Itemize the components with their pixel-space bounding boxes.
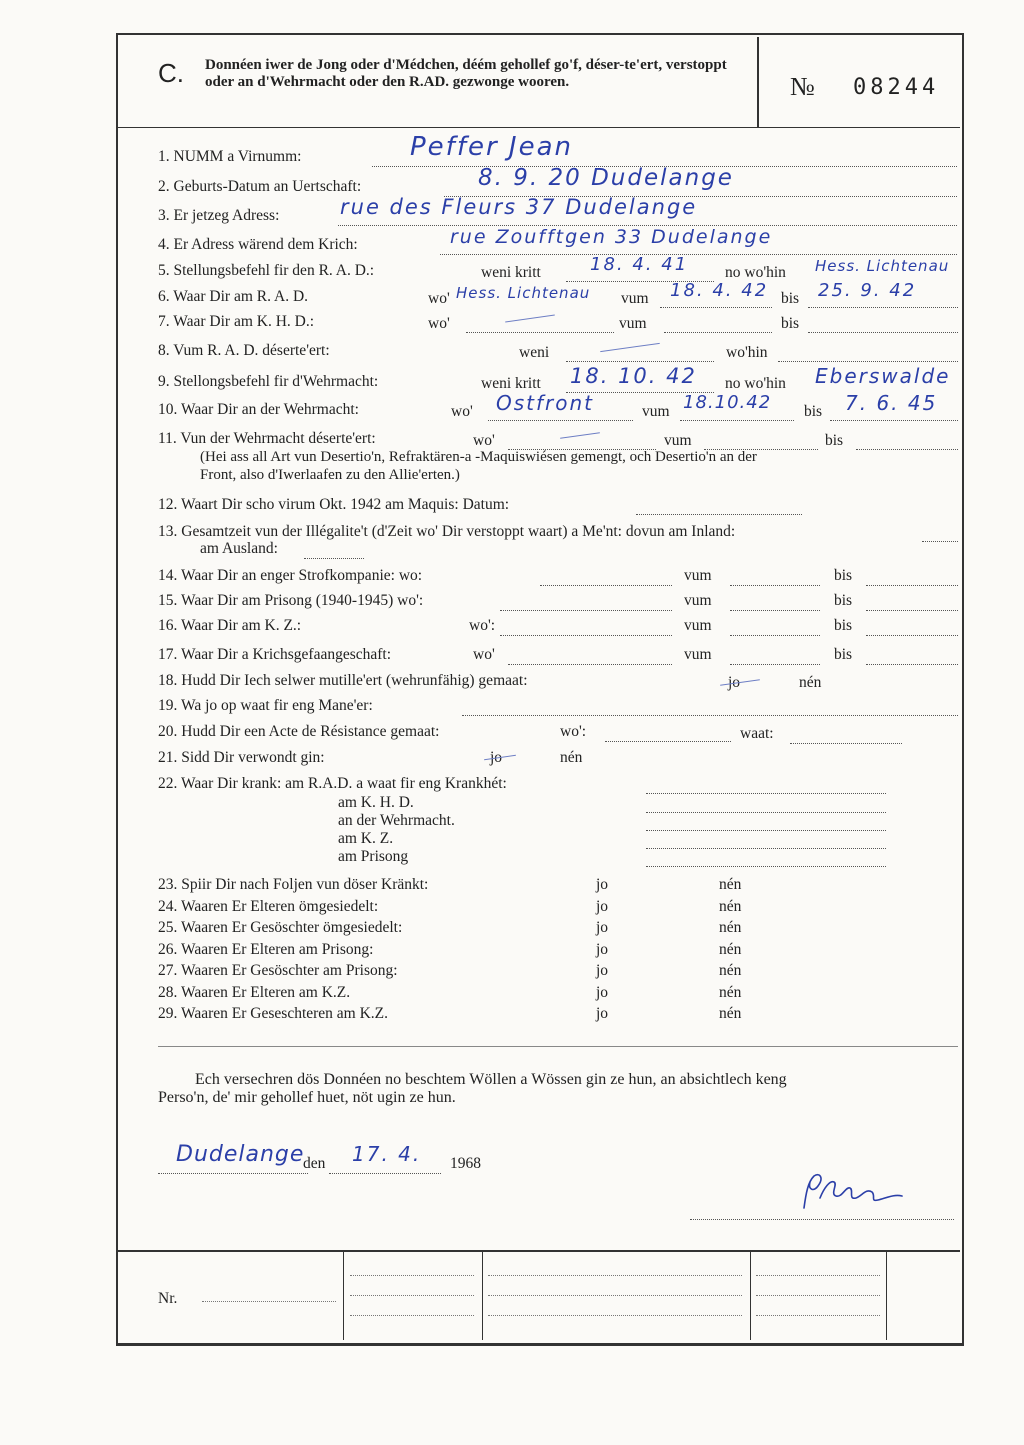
field-15-wo-line[interactable] — [500, 595, 672, 611]
field-21: 21. Sidd Dir verwondt gin: — [158, 749, 325, 766]
field-2: 2. Geburts-Datum an Uertschaft: — [158, 178, 362, 195]
field-16: 16. Waar Dir am K. Z.: — [158, 617, 302, 634]
field-10-bis: bis — [804, 403, 823, 420]
number-label: № — [790, 72, 815, 101]
field-6-vum-value: 18. 4. 42 — [670, 280, 769, 301]
field-21-nen[interactable]: nén — [560, 749, 583, 766]
field-11-wo-line[interactable] — [508, 434, 656, 450]
field-11-vum-line[interactable] — [704, 434, 818, 450]
field-11: 11. Vun der Wehrmacht déserte'ert: — [158, 430, 376, 447]
field-17: 17. Waar Dir a Krichsgefaangeschaft: — [158, 646, 392, 663]
field-19: 19. Wa jo op waat fir eng Mane'er: — [158, 697, 373, 714]
field-4-value: rue Zoufftgen 33 Dudelange — [450, 226, 773, 248]
field-7: 7. Waar Dir am K. H. D.: — [158, 313, 315, 330]
footer-col-divider-1 — [343, 1252, 344, 1340]
field-16-vum: vum — [684, 617, 712, 634]
field-25: 25. Waaren Er Gesöschter ömgesiedelt: — [158, 919, 403, 936]
field-13: 13. Gesamtzeit vun der Illégalite't (d'Zeit wo' Dir verstoppt waart) a Me'nt: dovun am Inland: — [158, 523, 736, 540]
place-value: Dudelange — [176, 1142, 305, 1167]
field-14-wo-line[interactable] — [540, 570, 672, 586]
footer-nr-label: Nr. — [158, 1290, 178, 1307]
field-6-bis: bis — [781, 290, 800, 307]
field-7-wo-line[interactable] — [466, 317, 614, 333]
field-9-wohin: no wo'hin — [725, 375, 786, 392]
field-13-inland-line[interactable] — [922, 526, 958, 542]
signature-mark — [790, 1168, 908, 1218]
field-16-bis-line[interactable] — [866, 620, 958, 636]
year-label: 1968 — [450, 1155, 481, 1172]
field-12-line[interactable] — [636, 499, 802, 515]
field-7-wo: wo' — [428, 315, 450, 332]
field-24-nen[interactable]: nén — [719, 898, 742, 915]
field-22-sub-4: am Prisong — [338, 848, 409, 865]
field-5-weni: weni kritt — [481, 264, 541, 281]
field-6-wo-value: Hess. Lichtenau — [456, 284, 591, 302]
field-10: 10. Waar Dir an der Wehrmacht: — [158, 401, 359, 418]
field-23: 23. Spiir Dir nach Foljen vun döser Kränkt: — [158, 876, 429, 893]
field-29-jo[interactable]: jo — [596, 1005, 609, 1022]
field-28-jo[interactable]: jo — [596, 984, 609, 1001]
field-11-wo: wo' — [473, 432, 495, 449]
field-9-weni: weni kritt — [481, 375, 541, 392]
declaration-line-1: Ech versechren dös Donnéen no beschtem Wöllen a Wössen gin ze hun, an absichtlech keng — [195, 1071, 787, 1088]
footer-cell-line[interactable] — [350, 1274, 474, 1276]
field-14: 14. Waar Dir an enger Strofkompanie: wo: — [158, 567, 423, 584]
field-8: 8. Vum R. A. D. déserte'ert: — [158, 342, 330, 359]
field-25-nen[interactable]: nén — [719, 919, 742, 936]
field-22-line-2[interactable] — [646, 815, 886, 831]
field-14-bis-line[interactable] — [866, 570, 958, 586]
field-6: 6. Waar Dir am R. A. D. — [158, 288, 309, 305]
field-8-weni-line[interactable] — [566, 346, 714, 362]
field-24: 24. Waaren Er Elteren ömgesiedelt: — [158, 898, 379, 915]
field-6-wo: wo' — [428, 290, 450, 307]
field-4: 4. Er Adress wärend dem Krich: — [158, 236, 358, 253]
field-5-wohin: no wo'hin — [725, 264, 786, 281]
field-22-sub-2: an der Wehrmacht. — [338, 812, 455, 829]
field-22-line-4[interactable] — [646, 851, 886, 867]
field-17-vum-line[interactable] — [730, 649, 820, 665]
field-3: 3. Er jetzeg Adress: — [158, 207, 280, 224]
declaration-line-2: Perso'n, de' mir gehollef huet, nöt ugin ze hun. — [158, 1089, 456, 1106]
form-title: Donnéen iwer de Jong oder d'Médchen, déém gehollef go'f, déser-te'ert, verstoppt oder an d'Wehrmacht oder den R.AD. gezwonge wooren. — [205, 57, 727, 90]
field-17-bis: bis — [834, 646, 853, 663]
field-22-sub-1: am K. H. D. — [338, 794, 414, 811]
field-16-wo: wo': — [469, 617, 496, 634]
footer-col-divider-3 — [750, 1252, 751, 1340]
field-16-bis: bis — [834, 617, 853, 634]
footer-cell-line[interactable] — [350, 1314, 474, 1316]
field-19-line[interactable] — [462, 700, 958, 716]
field-5-wohin-value: Hess. Lichtenau — [815, 257, 950, 275]
field-1-value: Peffer Jean — [410, 132, 574, 162]
field-17-wo: wo' — [473, 646, 495, 663]
field-13-ausland-line[interactable] — [304, 543, 364, 559]
field-10-vum-value: 18.10.42 — [683, 392, 772, 413]
field-6-vum: vum — [621, 290, 649, 307]
field-29-nen[interactable]: nén — [719, 1005, 742, 1022]
field-15: 15. Waar Dir am Prisong (1940-1945) wo': — [158, 592, 424, 609]
field-20: 20. Hudd Dir een Acte de Résistance gemaat: — [158, 723, 440, 740]
field-3-value: rue des Fleurs 37 Dudelange — [340, 195, 698, 219]
field-8-weni: weni — [519, 344, 550, 361]
field-5-weni-value: 18. 4. 41 — [590, 254, 689, 275]
field-13-ausland: am Ausland: — [200, 540, 278, 557]
field-26-jo[interactable]: jo — [596, 941, 609, 958]
field-17-bis-line[interactable] — [866, 649, 958, 665]
field-2-value: 8. 9. 20 Dudelange — [478, 165, 734, 191]
footer-cell-line[interactable] — [756, 1294, 880, 1296]
field-22-sub-3: am K. Z. — [338, 830, 394, 847]
footer-cell-line[interactable] — [350, 1294, 474, 1296]
field-10-vum: vum — [642, 403, 670, 420]
field-23-jo[interactable]: jo — [596, 876, 609, 893]
field-22-line-1[interactable] — [646, 797, 886, 813]
field-20-wo: wo': — [560, 723, 587, 740]
field-5: 5. Stellungsbefehl fir den R. A. D.: — [158, 262, 375, 279]
field-26-nen[interactable]: nén — [719, 941, 742, 958]
field-10-wo-value: Ostfront — [496, 391, 595, 415]
field-29: 29. Waaren Er Geseschteren am K.Z. — [158, 1005, 389, 1022]
field-10-wo: wo' — [451, 403, 473, 420]
declaration-rule — [158, 1046, 958, 1047]
field-11-note-1: (Hei ass all Art vun Desertio'n, Refraktären-a -Maquiswiésen gemengt, och Desertio'n an der — [200, 449, 757, 465]
field-11-vum: vum — [664, 432, 692, 449]
footer-cell-line[interactable] — [488, 1294, 742, 1296]
field-9-weni-value: 18. 10. 42 — [570, 364, 697, 388]
footer-table — [118, 1250, 960, 1342]
footer-cell-line[interactable] — [488, 1314, 742, 1316]
footer-col-divider-2 — [482, 1252, 483, 1340]
field-25-jo[interactable]: jo — [596, 919, 609, 936]
field-6-bis-value: 25. 9. 42 — [818, 280, 917, 301]
footer-nr-line[interactable] — [202, 1300, 336, 1302]
field-15-vum-line[interactable] — [730, 595, 820, 611]
field-7-vum: vum — [619, 315, 647, 332]
field-7-bis-line[interactable] — [808, 317, 958, 333]
field-1: 1. NUMM a Virnumm: — [158, 148, 302, 165]
field-15-bis-line[interactable] — [866, 595, 958, 611]
field-22-line-0[interactable] — [646, 778, 886, 794]
field-7-bis: bis — [781, 315, 800, 332]
field-27-jo[interactable]: jo — [596, 962, 609, 979]
field-16-vum-line[interactable] — [730, 620, 820, 636]
field-23-nen[interactable]: nén — [719, 876, 742, 893]
footer-cell-line[interactable] — [488, 1274, 742, 1276]
field-11-bis-line[interactable] — [856, 434, 958, 450]
field-17-vum: vum — [684, 646, 712, 663]
field-9: 9. Stellongsbefehl fir d'Wehrmacht: — [158, 373, 379, 390]
field-28: 28. Waaren Er Elteren am K.Z. — [158, 984, 351, 1001]
field-28-nen[interactable]: nén — [719, 984, 742, 1001]
field-22-line-3[interactable] — [646, 833, 886, 849]
footer-cell-line[interactable] — [756, 1274, 880, 1276]
field-14-bis: bis — [834, 567, 853, 584]
field-17-wo-line[interactable] — [508, 649, 672, 665]
field-8-wohin: wo'hin — [726, 344, 768, 361]
field-11-bis: bis — [825, 432, 844, 449]
field-20-waat-line[interactable] — [790, 728, 902, 744]
field-20-wo-line[interactable] — [605, 726, 731, 742]
field-15-vum: vum — [684, 592, 712, 609]
field-7-vum-line[interactable] — [664, 317, 772, 333]
field-27: 27. Waaren Er Gesöschter am Prisong: — [158, 962, 398, 979]
field-18: 18. Hudd Dir Iech selwer mutille'ert (wehrunfähig) gemaat: — [158, 672, 528, 689]
field-16-wo-line[interactable] — [500, 620, 672, 636]
field-24-jo[interactable]: jo — [596, 898, 609, 915]
field-9-wohin-value: Eberswalde — [815, 364, 951, 388]
form-number: 08244 — [853, 75, 940, 100]
den-label: den — [303, 1155, 326, 1172]
field-20-waat: waat: — [740, 725, 774, 742]
field-14-vum-line[interactable] — [730, 570, 820, 586]
field-8-wohin-line[interactable] — [778, 346, 958, 362]
field-14-vum: vum — [684, 567, 712, 584]
field-27-nen[interactable]: nén — [719, 962, 742, 979]
footer-cell-line[interactable] — [756, 1314, 880, 1316]
field-26: 26. Waaren Er Elteren am Prisong: — [158, 941, 374, 958]
field-12: 12. Waart Dir scho virum Okt. 1942 am Maquis: Datum: — [158, 496, 510, 513]
field-11-note-2: Front, also d'Iwerlaafen zu den Allie'erten.) — [200, 467, 460, 483]
header-divider — [757, 37, 759, 127]
section-letter: C. — [158, 58, 184, 88]
footer-col-divider-4 — [886, 1252, 887, 1340]
field-15-bis: bis — [834, 592, 853, 609]
field-18-nen[interactable]: nén — [799, 674, 822, 691]
field-22: 22. Waar Dir krank: am R.A.D. a waat fir eng Krankhét: — [158, 775, 507, 792]
field-10-bis-value: 7. 6. 45 — [845, 391, 938, 415]
header-rule — [118, 127, 960, 128]
date-value: 17. 4. — [352, 1142, 422, 1166]
